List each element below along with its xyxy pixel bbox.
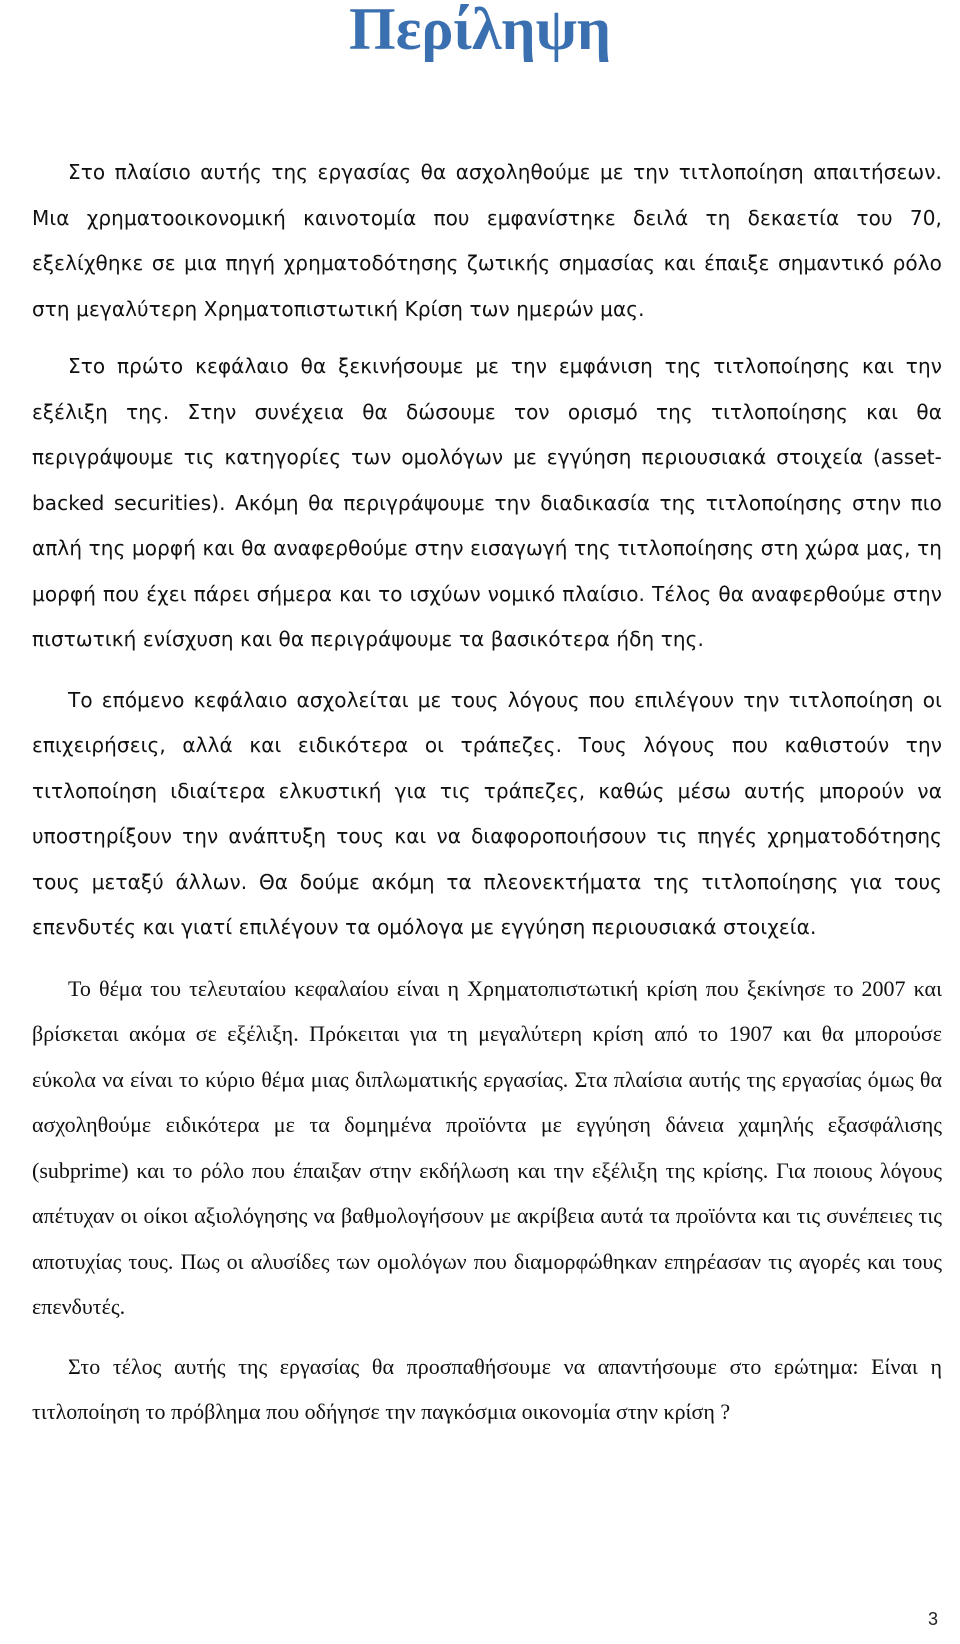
page-title: Περίληψη (349, 0, 611, 62)
paragraph-conclusion: Στο τέλος αυτής της εργασίας θα προσπαθήσουμε να απαντήσουμε στο ερώτημα: Είναι η τιτλοποίηση το πρόβλημα που οδήγησε την παγκόσμια οικονομία στην κρίση ? (32, 1353, 942, 1424)
paragraph-intro: Στο πλαίσιο αυτής της εργασίας θα ασχοληθούμε με την τιτλοποίηση απαιτήσεων. Μια χρηματοοικονομική καινοτομία που εμφανίστηκε δειλά τη δεκαετία του 70, εξελίχθηκε σε μια πηγή χρηματοδότησης ζωτικής σημασίας και έπαιξε σημαντικό ρόλο στη μεγαλύτερη Χρηματοπιστωτική Κρίση των ημερών μας. (32, 160, 942, 321)
summary-body (32, 150, 942, 1435)
paragraph-chapter-two: Το επόμενο κεφάλαιο ασχολείται με τους λόγους που επιλέγουν την τιτλοποίηση οι επιχειρήσεις, αλλά και ειδικότερα οι τράπεζες. Τους λόγους που καθιστούν την τιτλοποίηση ιδιαίτερα ελκυστική για τις τράπεζες, καθώς μέσω αυτής μπορούν να υποστηρίξουν την ανάπτυξη τους και να διαφοροποιήσουν τις πηγές χρηματοδότησης τους μεταξύ άλλων. Θα δούμε ακόμη τα πλεονεκτήματα της τιτλοποίησης για τους επενδυτές και γιατί επιλέγουν τα ομόλογα με εγγύηση περιουσιακά στοιχεία. (32, 687, 942, 939)
page-number: 3 (927, 1609, 938, 1629)
paragraph-chapter-three: Το θέμα του τελευταίου κεφαλαίου είναι η Χρηματοπιστωτική κρίση που ξεκίνησε το 2007 και βρίσκεται ακόμα σε εξέλιξη. Πρόκειται για τη μεγαλύτερη κρίση από το 1907 και θα μπορούσε εύκολα να είναι το κύριο θέμα μιας διπλωματικής εργασίας. Στα πλαίσια αυτής της εργασίας όμως θα ασχοληθούμε ειδικότερα με τα δομημένα προϊόντα με εγγύηση δάνεια χαμηλής εξασφάλισης (subprime) και το ρόλο που έπαιξαν στην εκδήλωση και την εξέλιξη της κρίσης. Για ποιους λόγους απέτυχαν οι οίκοι αξιολόγησης να βαθμολογήσουν με ακρίβεια αυτά τα προϊόντα και τις συνέπειες τις αποτυχίας τους. Πως οι αλυσίδες των ομολόγων που διαμορφώθηκαν επηρέασαν τις αγορές και τους επενδυτές. (32, 975, 942, 1319)
paragraph-chapter-one: Στο πρώτο κεφάλαιο θα ξεκινήσουμε με την εμφάνιση της τιτλοποίησης και την εξέλιξη της. Στην συνέχεια θα δώσουμε τον ορισμό της τιτλοποίησης και θα περιγράψουμε τις κατηγορίες των ομολόγων με εγγύηση περιουσιακά στοιχεία (asset-backed securities). Ακόμη θα περιγράψουμε την διαδικασία της τιτλοποίησης στην πιο απλή της μορφή και θα αναφερθούμε στην εισαγωγή της τιτλοποίησης στη χώρα μας, τη μορφή που έχει πάρει σήμερα και το ισχύων νομικό πλαίσιο. Τέλος θα αναφερθούμε στην πιστωτική ενίσχυση και θα περιγράψουμε τα βασικότερα ήδη της. (32, 354, 942, 651)
